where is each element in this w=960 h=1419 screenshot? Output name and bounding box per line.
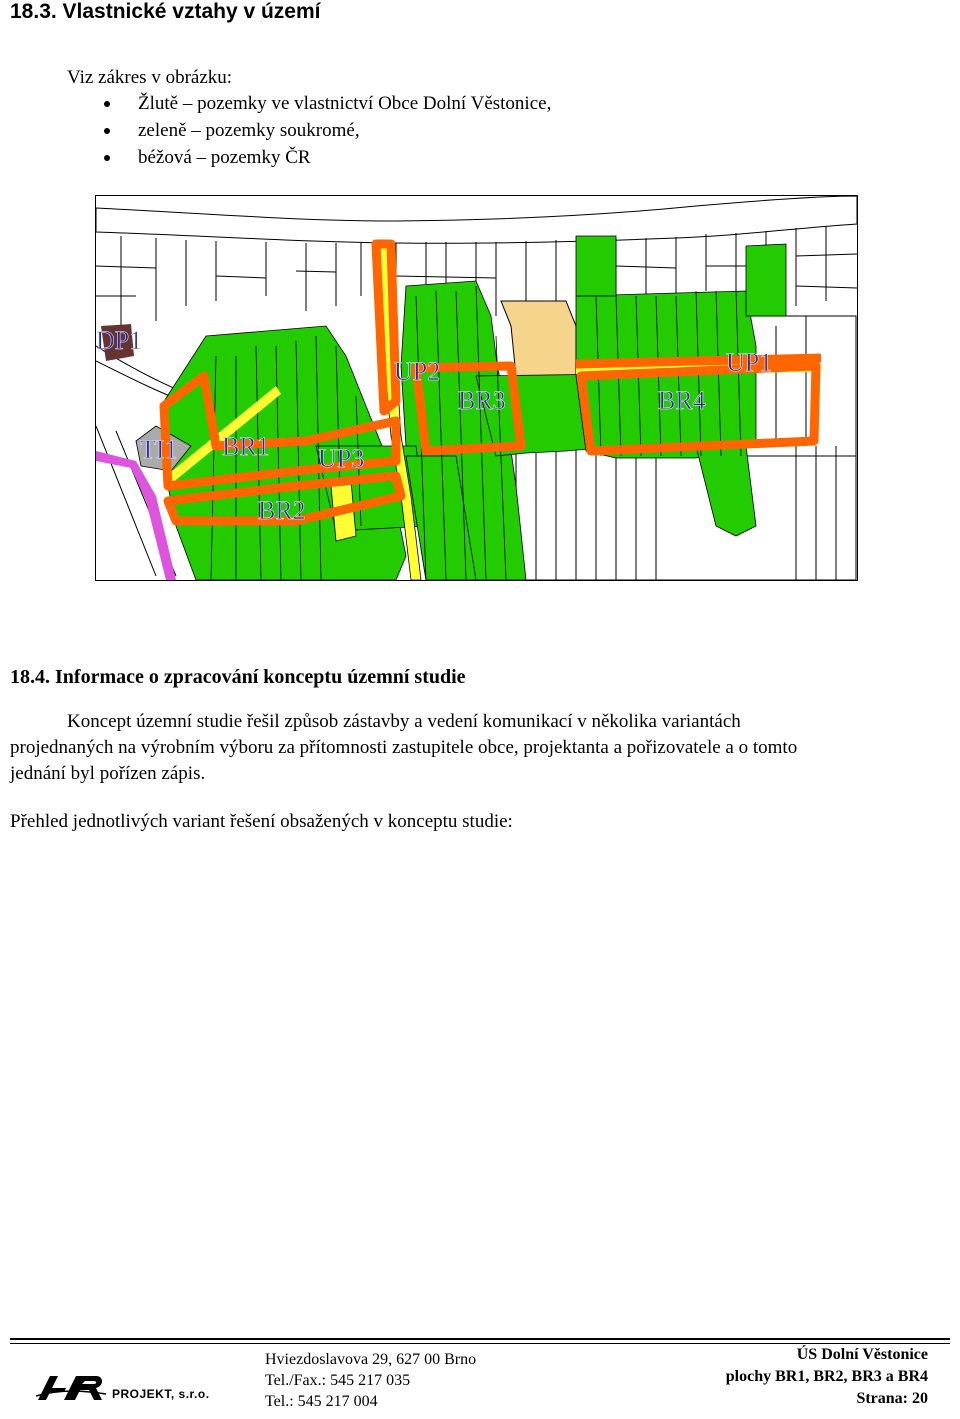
footer-telfax: Tel./Fax.: 545 217 035 — [265, 1372, 411, 1389]
intro-text: Viz zákres v obrázku: — [67, 67, 233, 88]
ownership-map-svg — [96, 196, 857, 580]
map-label-br3: BR3 — [458, 386, 506, 415]
map-label-up2: UP2 — [394, 357, 441, 386]
map-label-dp1: DP1 — [96, 326, 143, 355]
variants-intro-paragraph: Přehled jednotlivých variant řešení obsažených v konceptu studie: — [10, 811, 513, 832]
footer-title: ÚS Dolní Věstonice — [796, 1346, 928, 1363]
paragraph-line: jednání byl pořízen zápis. — [10, 763, 206, 784]
map-label-ti1: TI1 — [140, 435, 178, 464]
map-label-br1: BR1 — [222, 432, 270, 461]
list-item: Žlutě – pozemky ve vlastnictví Obce Dolní Věstonice, — [96, 90, 551, 117]
footer-tel: Tel.: 545 217 004 — [265, 1393, 378, 1410]
footer-document-info — [726, 1344, 928, 1410]
section-paragraph — [10, 709, 955, 787]
paragraph-line: projednaných na výrobním výboru za přítomnosti zastupitele obce, projektanta a pořizovatele a o tomto — [10, 737, 798, 758]
company-logo — [36, 1372, 106, 1402]
section-heading-18-4: 18.4. Informace o zpracování konceptu územní studie — [10, 666, 466, 688]
map-label-br4: BR4 — [658, 386, 706, 415]
footer-address-block — [265, 1349, 476, 1412]
list-item: béžová – pozemky ČR — [96, 144, 551, 171]
section-heading-18-3: 18.3. Vlastnické vztahy v území — [10, 0, 321, 23]
map-label-up3: UP3 — [318, 444, 365, 473]
ownership-legend-list — [96, 90, 551, 171]
map-label-br2: BR2 — [258, 496, 306, 525]
footer-subtitle: plochy BR1, BR2, BR3 a BR4 — [725, 1368, 928, 1385]
footer-address: Hviezdoslavova 29, 627 00 Brno — [265, 1351, 477, 1368]
company-name: PROJEKT, s.r.o. — [112, 1387, 210, 1401]
paragraph-line: Koncept územní studie řešil způsob zástavby a vedení komunikací v několika variantách — [67, 711, 741, 732]
ownership-map — [95, 195, 858, 581]
page-number: Strana: 20 — [856, 1390, 928, 1407]
list-item: zeleně – pozemky soukromé, — [96, 117, 551, 144]
map-label-up1: UP1 — [726, 348, 773, 377]
